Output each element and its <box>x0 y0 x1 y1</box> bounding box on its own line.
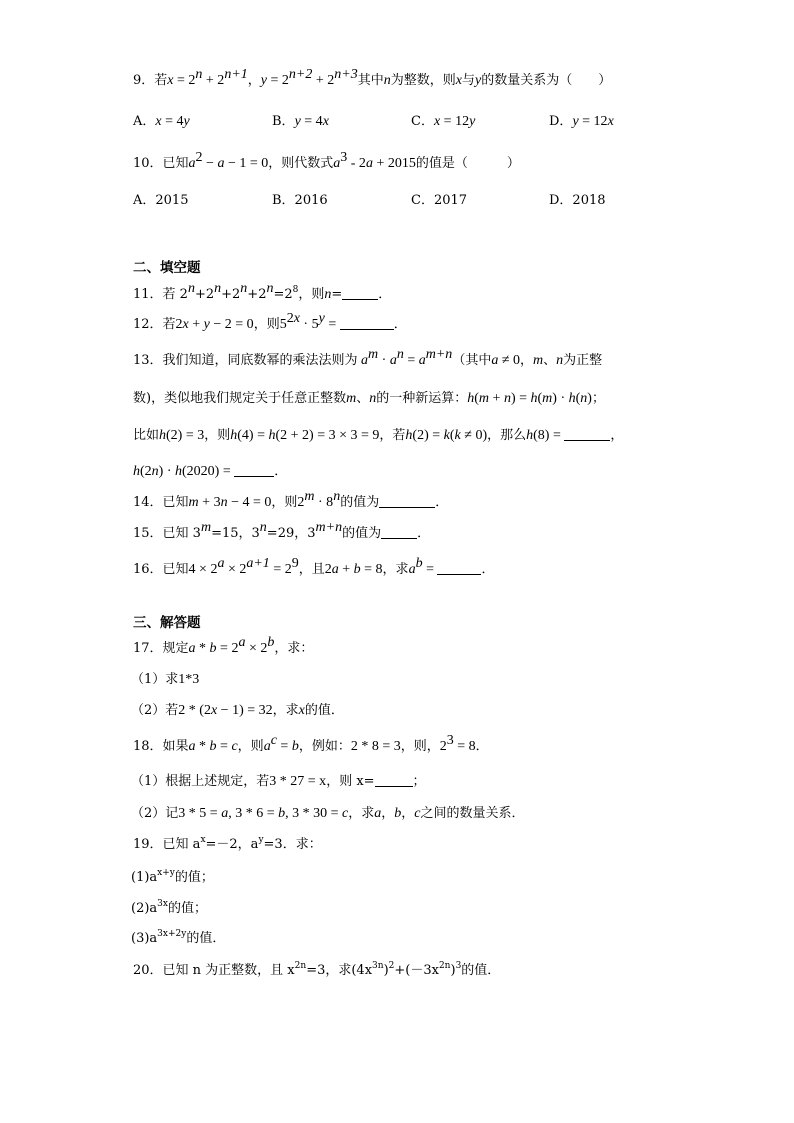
question-11: 11．若 $2^n+2^n+2^n+2^n=2^8$，则n= ． <box>133 281 392 302</box>
q9-option-c[interactable]: C．x = 12y <box>411 114 476 129</box>
question-16: 16．已知$4 \times 2^a \times 2^{a+1} = 2^9$，且2a + b = 8，求$a^b$ = ． <box>133 556 495 577</box>
question-18-part-2: （2）记3 * 5 = a, 3 * 6 = b, 3 * 30 = c，求a，b，c之间的数量关系． <box>131 806 525 821</box>
question-13-line-1: 13．我们知道，同底数幂的乘法法则为 $a^m \cdot a^n = a^{m+n}$（其中a ≠ 0，m、n为正整 <box>133 347 603 368</box>
section-fill-in-heading: 二、填空题 <box>133 260 201 276</box>
q12-answer-blank[interactable] <box>340 317 394 330</box>
q9-option-a[interactable]: A．x = 4y <box>133 114 190 129</box>
q10-option-b[interactable]: B．2016 <box>272 193 328 208</box>
q13-answer-blank-1[interactable] <box>564 428 610 441</box>
question-13-line-4: h(2n) · h(2020) = ． <box>133 464 288 479</box>
question-13-line-2: 数)，类似地我们规定关于任意正整数m、n的一种新运算：h(m + n) = h(m) · h(n)； <box>133 391 605 406</box>
question-19-part-2: $(2)a^{3x}$的值； <box>131 899 207 916</box>
q14-answer-blank[interactable] <box>379 495 435 508</box>
question-12: 12．若2x + y − 2 = 0，则$5^{2x} \cdot 5^y$ = ． <box>133 311 407 332</box>
question-15: 15．已知 $3^m=15$，$3^n=29$，$3^{m+n}$的值为 ． <box>133 520 431 541</box>
q9-option-d[interactable]: D．y = 12x <box>549 114 614 129</box>
question-10: 10．已知$a^2 - a - 1 = 0$，则代数式$a^3 - 2a + 2015$的值是（ ） <box>133 150 520 171</box>
q15-answer-blank[interactable] <box>381 526 417 539</box>
question-20: 20．已知 n 为正整数，且 $x^{2n}=3$，求$(4x^{3n})^2+(-3x^{2n})^3$的值． <box>133 961 501 978</box>
question-19-part-1: $(1)a^{x+y}$的值； <box>131 868 214 885</box>
q9-option-b[interactable]: B．y = 4x <box>272 114 329 129</box>
question-19: 19．已知 $a^x=-2$，$a^y=3$．求： <box>133 835 322 852</box>
question-18-part-1: （1）根据上述规定，若3 * 27 = x，则 x= ； <box>131 774 426 789</box>
question-17-part-2: （2）若2 * (2x − 1) = 32，求x的值． <box>131 703 344 718</box>
question-14: 14．已知m + 3n − 4 = 0，则$2^m \cdot 8^n$的值为 ． <box>133 489 449 510</box>
question-19-part-3: $(3)a^{3x+2y}$的值． <box>131 929 226 946</box>
q11-answer-blank[interactable] <box>342 287 378 300</box>
q10-option-d[interactable]: D．2018 <box>549 193 606 208</box>
question-13-line-3: 比如h(2) = 3，则h(4) = h(2 + 2) = 3 × 3 = 9，若h(2) = k(k ≠ 0)，那么h(8) = ， <box>133 428 624 443</box>
q16-answer-blank[interactable] <box>437 562 481 575</box>
question-17-part-1: （1）求1*3 <box>131 672 200 687</box>
section-solutions-heading: 三、解答题 <box>133 615 201 631</box>
question-9: 9．若$x = 2^n + 2^{n+1}$，$y = 2^{n+2} + 2^{n+3}$其中n为整数，则x与y的数量关系为（ ） <box>133 67 612 88</box>
q18-answer-blank[interactable] <box>375 774 413 787</box>
q13-answer-blank-2[interactable] <box>234 464 274 477</box>
q10-option-c[interactable]: C．2017 <box>411 193 468 208</box>
q10-option-a[interactable]: A．2015 <box>133 193 189 208</box>
question-18: 18．如果a * b = c，则$a^c = b$，例如：2 * 8 = 3，则，$2^3 = 8$． <box>133 733 489 754</box>
question-17: 17．规定$a * b = 2^a \times 2^b$，求： <box>133 635 314 656</box>
